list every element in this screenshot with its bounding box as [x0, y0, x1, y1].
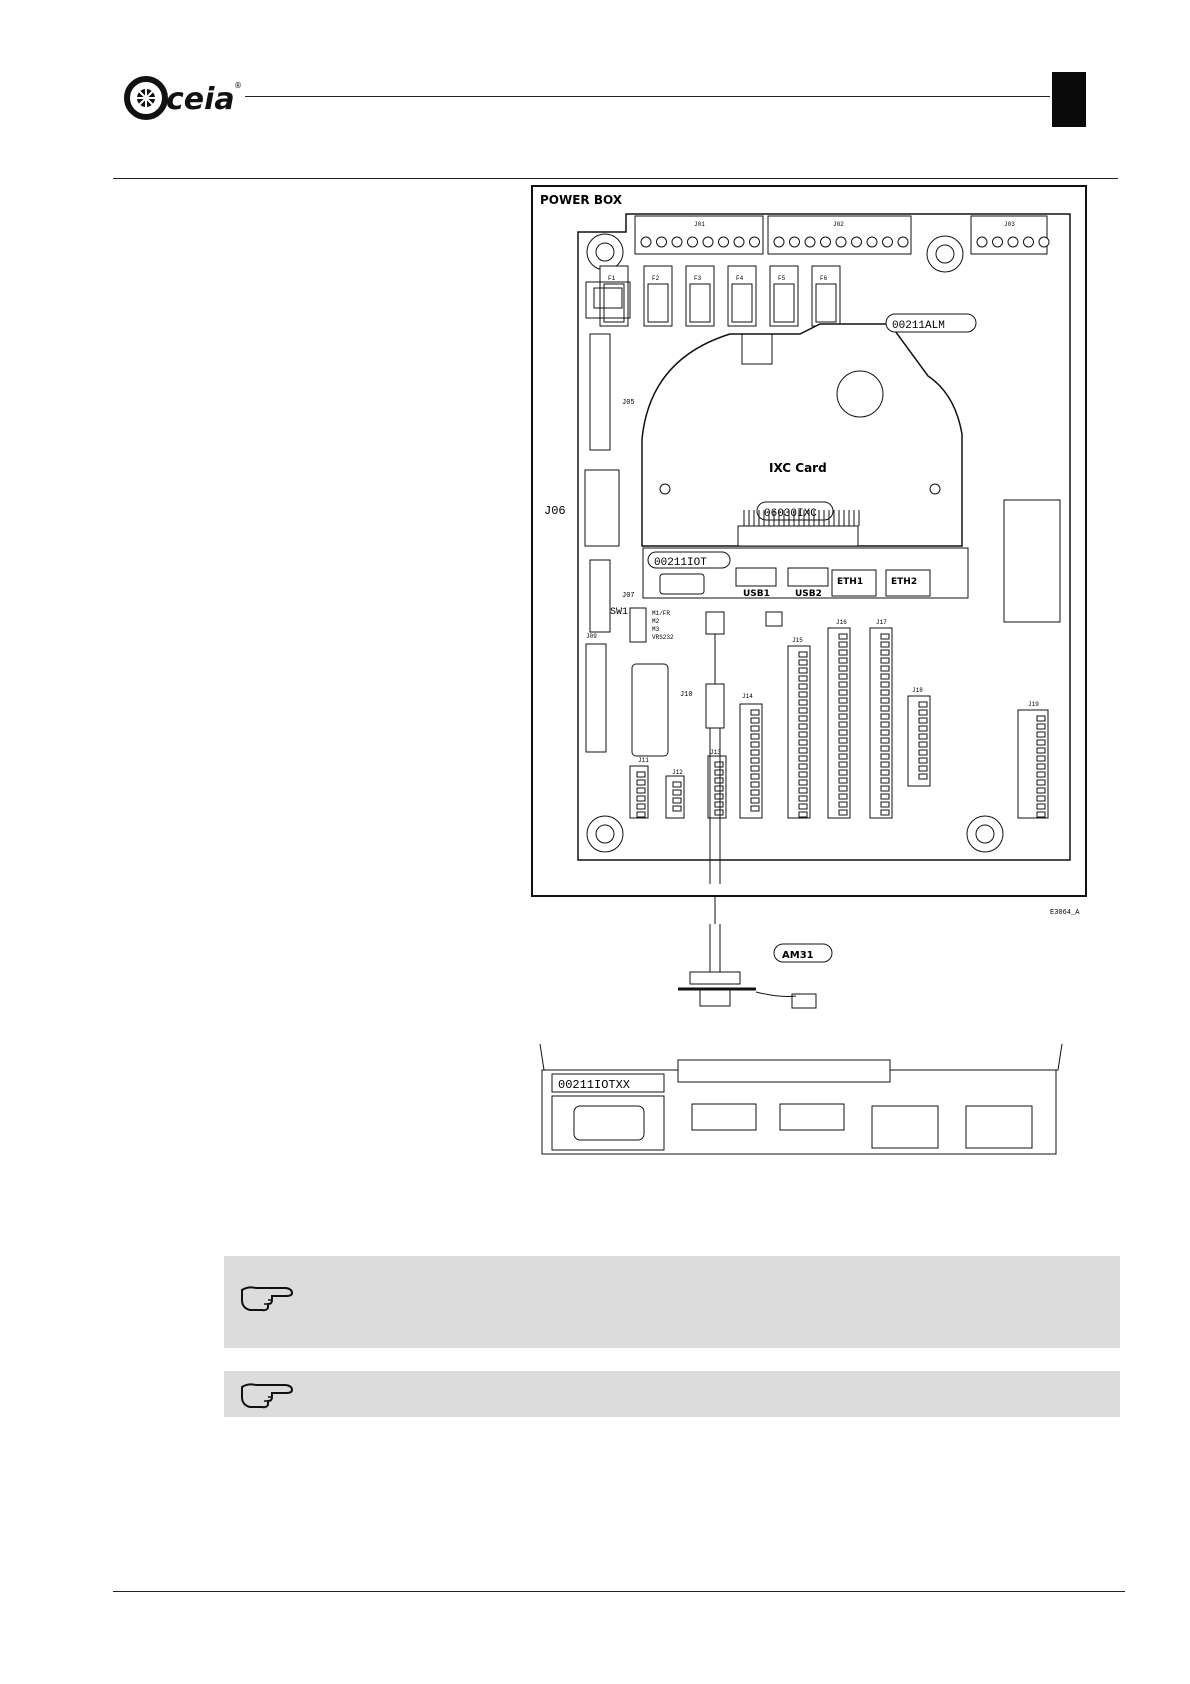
usb2-label: USB2 [795, 589, 822, 599]
sw1-option-1: M1/FR [652, 610, 671, 617]
pointing-hand-icon [238, 1280, 294, 1314]
usb1-label: USB1 [743, 589, 770, 599]
j06-label: J06 [544, 504, 566, 518]
header-rule [245, 96, 1050, 97]
logo-registered-mark: ® [234, 81, 242, 90]
cable-label: AM31 [782, 950, 814, 961]
detail-board-code: 00211IOTXX [558, 1078, 631, 1092]
fuse-label: F6 [820, 275, 828, 282]
j12-label: J12 [672, 769, 683, 776]
j09-label: J09 [586, 633, 597, 640]
sw1-option-4: VRS232 [652, 634, 674, 641]
ceia-logo [124, 76, 246, 120]
j15-label: J15 [792, 637, 803, 644]
footer-rule [113, 1591, 1125, 1592]
fuse-label: F1 [608, 275, 616, 282]
fuse-label: F5 [778, 275, 786, 282]
power-box-figure [530, 184, 1100, 1184]
alarm-board-code: 00211ALM [892, 320, 945, 332]
j03-label: J03 [1004, 221, 1015, 228]
sw1-label: SW1 [610, 607, 629, 618]
j10-label: J10 [680, 691, 693, 699]
sw1-option-3: M3 [652, 626, 660, 633]
j05-label: J05 [622, 399, 635, 407]
j16-label: J16 [836, 619, 847, 626]
ceia-logo-icon [124, 76, 246, 120]
chapter-tab [1052, 72, 1086, 127]
sw1-option-2: M2 [652, 618, 660, 625]
fuse-label: F4 [736, 275, 744, 282]
note-box [224, 1371, 1120, 1417]
power-box-title: POWER BOX [540, 193, 623, 207]
drawing-code: E3064_A [1050, 909, 1080, 917]
j07-label: J07 [622, 592, 635, 600]
j17-label: J17 [876, 619, 887, 626]
eth1-label: ETH1 [837, 577, 864, 587]
pointing-hand-icon [238, 1377, 294, 1411]
fuse-label: F3 [694, 275, 702, 282]
note-box [224, 1256, 1120, 1348]
j19-label: J19 [1028, 701, 1039, 708]
io-board-code: 00211IOT [654, 557, 707, 569]
fuse-label: F2 [652, 275, 660, 282]
j18-label: J18 [912, 687, 923, 694]
ixc-card-label: IXC Card [769, 461, 827, 475]
ixc-card-code: 06030IXC [764, 508, 817, 520]
j02-label: J02 [833, 221, 844, 228]
j14-label: J14 [742, 693, 753, 700]
eth2-label: ETH2 [891, 577, 918, 587]
j11-label: J11 [638, 757, 649, 764]
logo-text: ceia [166, 82, 235, 117]
j01-label: J01 [694, 221, 705, 228]
j13-label: J13 [710, 749, 721, 756]
section-rule [113, 178, 1118, 179]
power-box-diagram [530, 184, 1100, 1184]
